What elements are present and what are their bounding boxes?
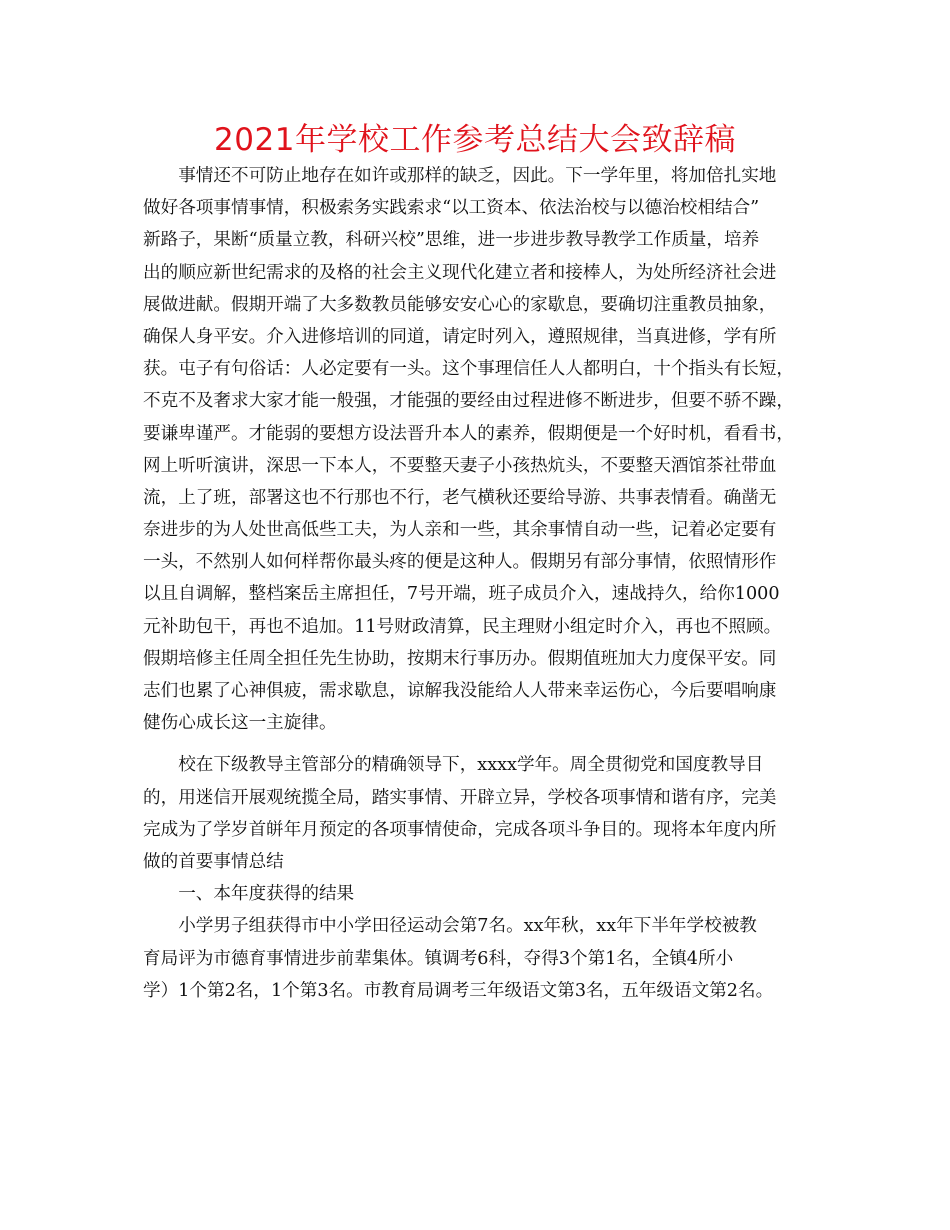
text-line: 不克不及奢求大家才能一般强，才能强的要经由过程进修不断进步，但要不骄不躁， bbox=[143, 391, 794, 412]
paragraph-gap bbox=[143, 739, 833, 749]
text-line: 的，用迷信开展观统揽全局，踏实事情、开辟立异，学校各项事情和谐有序，完美 bbox=[143, 787, 777, 808]
text-line: 小学男子组获得市中小学田径运动会第7名。xx年秋，xx年下半年学校被教 bbox=[143, 916, 757, 937]
text-line: 网上听听演讲，深思一下本人，不要整天妻子小孩热炕头，不要整天酒馆茶社带血 bbox=[143, 455, 777, 476]
document-title: 2021年学校工作参考总结大会致辞稿 bbox=[214, 122, 736, 158]
text-line: 做好各项事情事情，积极索务实践索求“以工资本、依法治校与以德治校相结合” bbox=[143, 198, 760, 219]
text-line: 做的首要事情总结 bbox=[143, 851, 284, 872]
section-heading: 一、本年度获得的结果 bbox=[143, 884, 355, 905]
text-line: 志们也累了心神俱疲，需求歇息，谅解我没能给人人带来幸运伤心，今后要唱响康 bbox=[143, 681, 777, 701]
text-line: 完成为了学岁首皏年月预定的各项事情使命，完成各项斗争目的。现将本年度内所 bbox=[143, 819, 777, 840]
text-line: 要谦卑谨严。才能弱的要想方设法晋升本人的素养，假期便是一个好时机，看看书， bbox=[143, 423, 794, 444]
text-line: 假期培修主任周全担任先生协助，按期末行事历办。假期值班加大力度保平安。同 bbox=[143, 648, 777, 669]
text-line: 育局评为市德育事情进步前辈集体。镇调考6科，夺得3个第1名，全镇4所小 bbox=[143, 948, 734, 969]
text-line: 学）1个第2名，1个第3名。市教育局调考三年级语文第3名，五年级语文第2名。 bbox=[143, 980, 774, 1001]
text-line: 出的顺应新世纪需求的及格的社会主义现代化建立者和接棒人，为处所经济社会进 bbox=[143, 262, 777, 283]
text-line: 流，上了班，部署这也不行那也不行，老气横秋还要给导游、共事表情看。确凿无 bbox=[143, 487, 777, 508]
text-line: 一头，不然别人如何样帮你最头疼的便是这种人。假期另有部分事情，依照情形作 bbox=[143, 552, 777, 573]
text-line: 校在下级教导主管部分的精确领导下，xxxx学年。周全贯彻党和国度教导目 bbox=[143, 755, 764, 776]
document-body bbox=[143, 160, 833, 1007]
text-line: 奈进步的为人处世高低些工夫，为人亲和一些，其余事情自动一些，记着必定要有 bbox=[143, 520, 777, 541]
text-line: 健伤心成长这一主旋律。 bbox=[143, 713, 337, 734]
text-line: 确保人身平安。介入进修培训的同道，请定时列入，遵照规律，当真进修，学有所 bbox=[143, 326, 777, 347]
text-line: 以且自调解，整档案岳主席担任，7号开端，班子成员介入，速战持久，给你1000 bbox=[143, 584, 780, 605]
text-line: 展做进献。假期开端了大多数教员能够安安心心的家歇息，要确切注重教员抽象， bbox=[143, 294, 777, 315]
text-line: 元补助包干，再也不追加。11号财政清算，民主理财小组定时介入，再也不照顾。 bbox=[143, 616, 782, 637]
text-line: 事情还不可防止地存在如许或那样的缺乏，因此。下一学年里，将加倍扎实地 bbox=[143, 166, 777, 186]
text-line: 获。屯子有句俗话：人必定要有一头。这个事理信任人人都明白，十个指头有长短， bbox=[143, 359, 794, 380]
text-line: 新路子，果断“质量立教，科研兴校”思维，进一步进步教导教学工作质量，培养 bbox=[143, 230, 760, 251]
